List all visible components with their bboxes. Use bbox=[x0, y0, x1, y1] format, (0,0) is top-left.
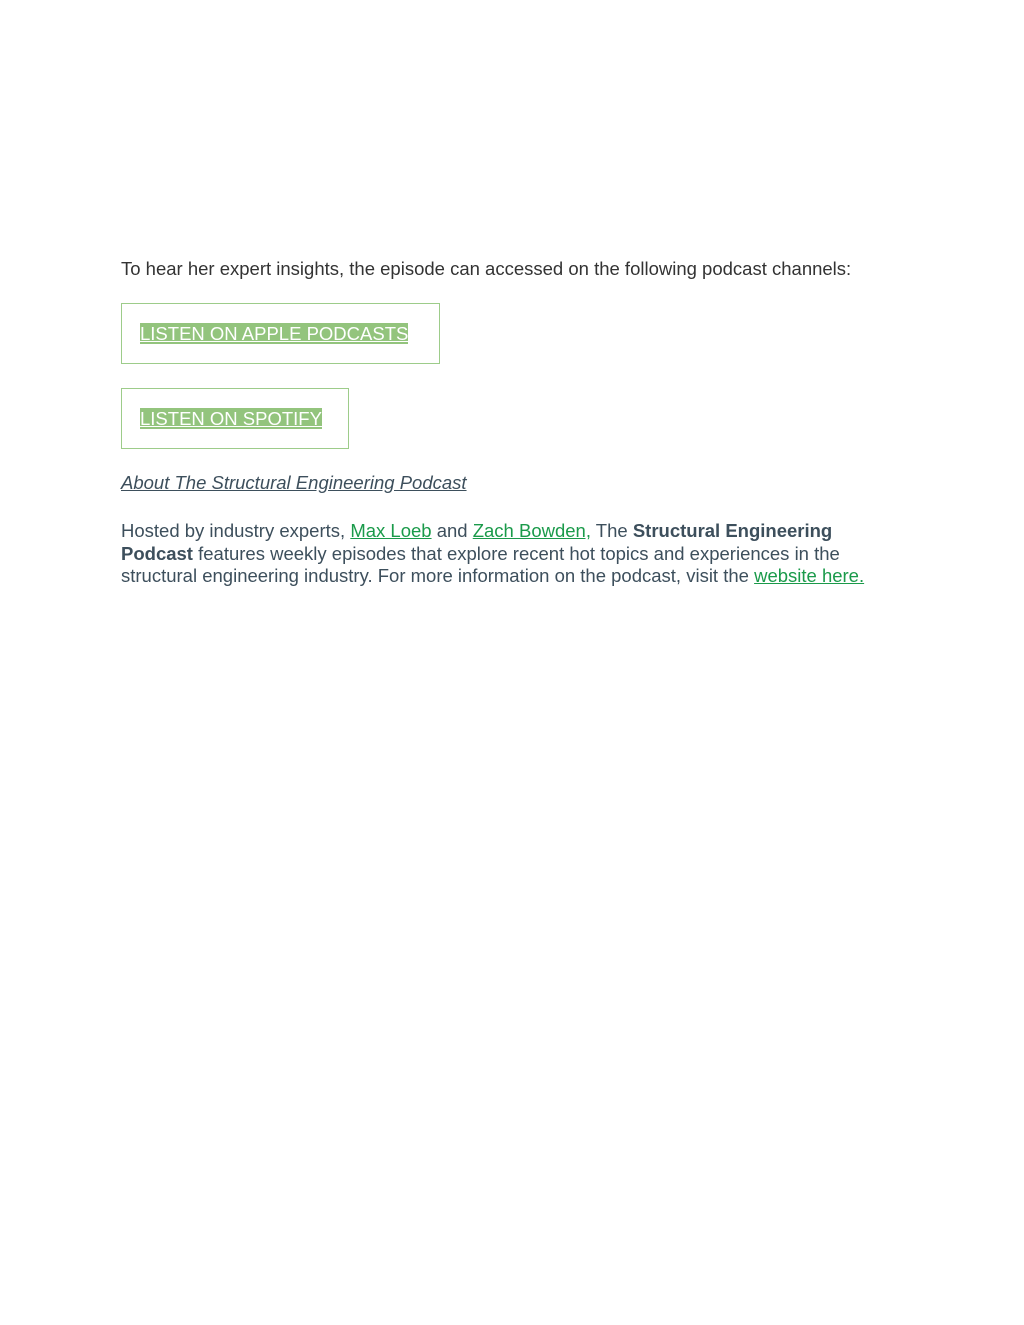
website-here-link[interactable]: website here. bbox=[754, 565, 865, 586]
about-line-2 bbox=[121, 543, 911, 566]
intro-paragraph: To hear her expert insights, the episode can accessed on the following podcast channels: bbox=[121, 258, 852, 279]
podcast-name-bold-1: Structural Engineering bbox=[632, 520, 833, 541]
listen-on-apple-podcasts-link[interactable]: LISTEN ON APPLE PODCASTS bbox=[140, 323, 409, 344]
features-text: features weekly episodes that explore recent hot topics and experiences in the bbox=[192, 542, 840, 564]
apple-podcasts-button-box bbox=[121, 303, 440, 364]
about-intro-text: Hosted by industry experts, bbox=[121, 520, 351, 541]
about-line-1 bbox=[121, 520, 911, 543]
more-info-text: structural engineering industry. For more information on the podcast, visit the bbox=[121, 565, 755, 586]
host-max-loeb-link[interactable]: Max Loeb bbox=[350, 520, 432, 541]
and-text: and bbox=[431, 520, 473, 541]
the-text: The bbox=[590, 520, 633, 541]
about-podcast-paragraph bbox=[121, 520, 911, 588]
about-line-3 bbox=[121, 565, 911, 588]
podcast-name-bold-2: Podcast bbox=[121, 542, 193, 564]
host-zach-bowden-link[interactable]: Zach Bowden, bbox=[472, 520, 591, 541]
listen-on-spotify-link[interactable]: LISTEN ON SPOTIFY bbox=[140, 408, 322, 429]
spotify-button-box bbox=[121, 388, 349, 449]
about-podcast-heading: About The Structural Engineering Podcast bbox=[121, 472, 467, 493]
